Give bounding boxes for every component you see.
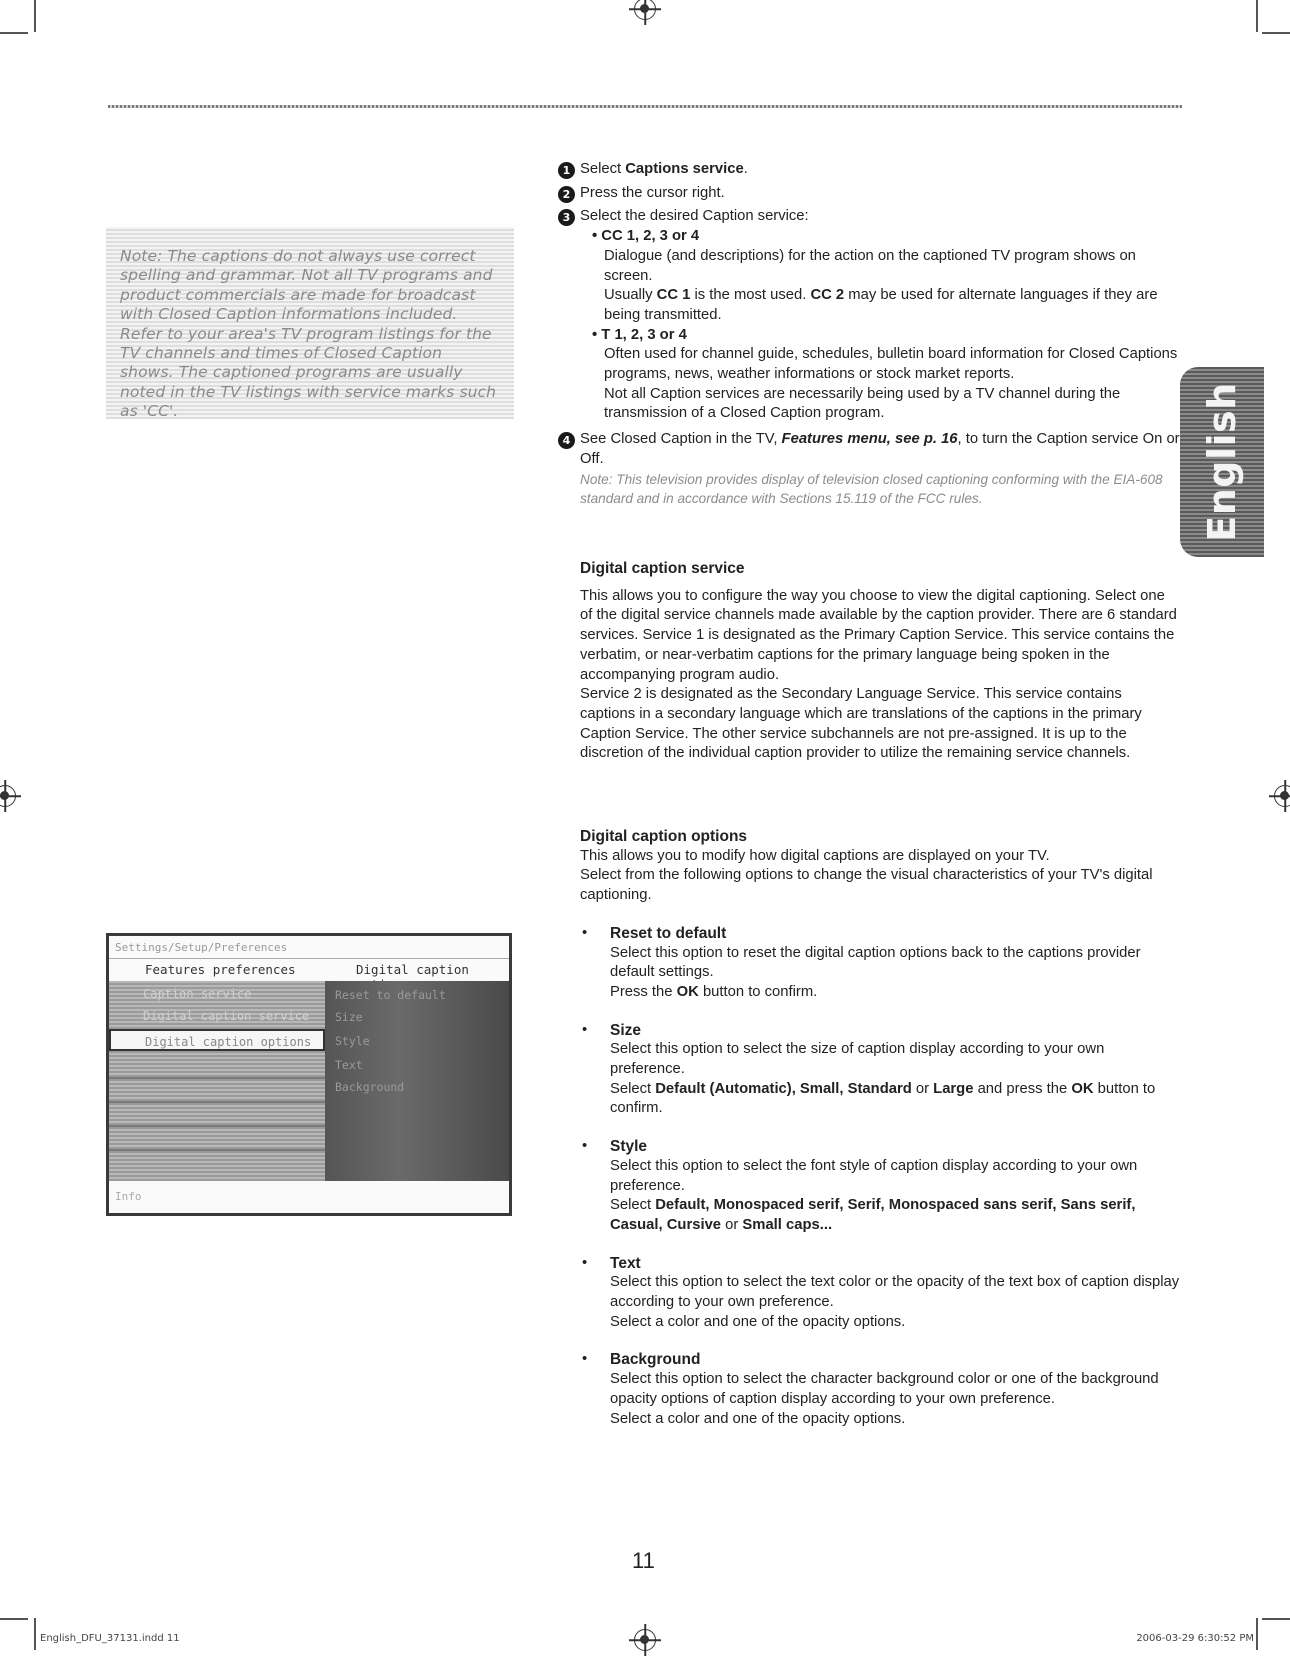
step-number-icon: 3 [558, 209, 575, 226]
language-tab [1180, 367, 1264, 557]
crop-mark [1262, 32, 1290, 34]
step-1-bold: Captions service [625, 161, 744, 177]
option-desc: Select this option to reset the digital caption options back to the captions provider default settings. [610, 944, 1141, 981]
step-1-end: . [743, 161, 748, 177]
menu-breadcrumb: Settings/Setup/Preferences [115, 941, 288, 954]
language-tab-label: English [1200, 382, 1244, 542]
option-desc: Select this option to select the text color or the opacity of the text box of caption display according to your own preference. [610, 1274, 1180, 1311]
digital-options-p2: Select from the following options to change the visual characteristics of your TV's digital captioning. [580, 867, 1153, 904]
option-title: Size [610, 1021, 642, 1039]
caption-note-box [106, 227, 514, 419]
step-3 [562, 207, 1180, 227]
digital-service-p2: Service 2 is designated as the Secondary Language Service. This service contains captions in a secondary language which are translations of the captions in the primary Caption Service. The other service subchannels are not pre-assigned. It is up to the discretion of the individual caption provider to utilize the remaining service channels. [580, 686, 1142, 762]
step-2 [562, 184, 1180, 204]
cc-block [580, 227, 1180, 424]
page-number: 11 [632, 1548, 655, 1573]
bullet-icon: • [582, 1254, 588, 1271]
registration-mark-icon [1274, 785, 1290, 807]
menu-divider [109, 958, 509, 959]
footer-filename: English_DFU_37131.indd 11 [40, 1633, 180, 1644]
menu-option-style[interactable]: Style [335, 1034, 370, 1048]
step-1 [562, 160, 1180, 180]
caption-steps [562, 160, 1180, 509]
digital-caption-service-section [580, 559, 1180, 764]
menu-option-size[interactable]: Size [335, 1010, 363, 1024]
menu-info: Info [115, 1190, 142, 1203]
option-confirm: Select Default, Monospaced serif, Serif, Monospaced sans serif, Sans serif, Casual, Cursive or Small caps... [610, 1197, 1136, 1233]
crop-mark [34, 1618, 36, 1650]
tv-menu-screenshot [106, 933, 512, 1216]
menu-option-background[interactable]: Background [335, 1080, 405, 1094]
cc-usage: Usually CC 1 is the most used. CC 2 may be used for alternate languages if they are being transmitted. [604, 287, 1158, 323]
footer-timestamp: 2006-03-29 6:30:52 PM [1136, 1633, 1254, 1644]
t-heading: • T 1, 2, 3 or 4 [592, 326, 687, 343]
menu-left-header: Features preferences [145, 962, 296, 977]
menu-option-text[interactable]: Text [335, 1058, 363, 1072]
digital-service-heading: Digital caption service [580, 560, 745, 577]
step-4-text: See Closed Caption in the TV, [580, 431, 782, 448]
caption-note-text: Note: The captions do not always use correct spelling and grammar. Not all TV programs and product commercials are made for broadcast with Closed Caption informations included. Refer to your area's TV program listings for the TV channels and times of Closed Caption shows. The captioned programs are usually noted in the TV listings with service marks such as 'CC'. [120, 247, 497, 421]
bullet-icon: • [582, 1138, 588, 1155]
menu-row-divider [109, 1149, 325, 1151]
crop-mark [34, 0, 36, 32]
cc-heading: • CC 1, 2, 3 or 4 [592, 228, 700, 245]
step-4: 4 See Closed Caption in the TV, Features menu, see p. 16, to turn the Caption service On or Off. Note: This television provides display of television closed captioning conforming with the EIA-608 standard and in accordance with Sections 15.119 of the FCC rules. [580, 430, 1180, 508]
crop-mark [1256, 1618, 1258, 1650]
option-confirm: Select Default (Automatic), Small, Standard or Large and press the OK button to confirm. [610, 1080, 1156, 1117]
menu-option-reset[interactable]: Reset to default [335, 988, 446, 1002]
option-desc: Select this option to select the size of caption display according to your own preference. [610, 1041, 1105, 1078]
t-note: Not all Caption services are necessarily being used by a TV channel during the transmission of a Closed Caption program. [604, 385, 1121, 422]
menu-item-digital-caption-service[interactable]: Digital caption service [143, 1009, 310, 1023]
digital-caption-options-section [580, 827, 1180, 1429]
bullet-icon: • [582, 1021, 588, 1038]
option-confirm: Press the OK button to confirm. [610, 983, 818, 1000]
menu-item-caption-service[interactable]: Caption service [143, 987, 252, 1001]
step-3-text: Select the desired Caption service: [580, 208, 809, 225]
crop-mark [1262, 1618, 1290, 1620]
registration-mark-icon [0, 785, 16, 807]
option-desc: Select this option to select the font style of caption display according to your own preference. [610, 1157, 1138, 1194]
step-2-text: Press the cursor right. [580, 184, 725, 201]
option-confirm: Select a color and one of the opacity options. [610, 1313, 906, 1330]
digital-service-p1: This allows you to configure the way you choose to view the digital captioning. Select one of the digital service channels made available by the caption provider. There are 6 standard services. Service 1 is designated as the Primary Caption Service. This service contains the verbatim, or near-verbatim captions for the primary language being spoken in the accompanying program audio. [580, 587, 1177, 683]
menu-row-divider [109, 1101, 325, 1103]
option-title: Background [610, 1351, 701, 1369]
t-desc: Often used for channel guide, schedules, bulletin board information for Closed Captions programs, news, weather informations or stock market reports. [604, 346, 1178, 383]
step-number-icon: 1 [558, 162, 575, 179]
features-menu-link: Features menu, see p. 16 [781, 431, 958, 448]
menu-row-divider [109, 1125, 325, 1127]
option-text [580, 1254, 1180, 1333]
crop-mark [0, 1618, 28, 1620]
crop-mark [1256, 0, 1258, 32]
digital-options-heading: Digital caption options [580, 828, 748, 845]
option-desc: Select this option to select the character background color or one of the background opacity options of caption display according to your own preference. [610, 1371, 1159, 1407]
option-title: Text [610, 1254, 641, 1272]
cc-desc: Dialogue (and descriptions) for the action on the captioned TV program shows on screen. [604, 247, 1136, 284]
step-number-icon: 2 [558, 186, 575, 203]
digital-options-p1: This allows you to modify how digital captions are displayed on your TV. [580, 847, 1050, 864]
option-title: Style [610, 1138, 648, 1156]
fcc-note: Note: This television provides display of television closed captioning conforming with the EIA-608 standard and in accordance with Sections 15.119 of the FCC rules. [580, 471, 1163, 507]
registration-mark-icon [634, 0, 656, 20]
crop-mark [0, 32, 28, 34]
header-rule [108, 105, 1182, 108]
option-style [580, 1137, 1180, 1236]
option-confirm: Select a color and one of the opacity options. [610, 1410, 906, 1427]
bullet-icon: • [582, 924, 588, 941]
option-background [580, 1350, 1180, 1429]
step-1-text: Select [580, 161, 626, 177]
option-reset [580, 924, 1180, 1003]
menu-row-divider [109, 1077, 325, 1079]
registration-mark-icon [634, 1629, 656, 1651]
option-size [580, 1021, 1180, 1120]
menu-item-digital-caption-options[interactable]: Digital caption options [109, 1029, 325, 1051]
bullet-icon: • [582, 1351, 588, 1368]
menu-right-header: Digital caption [356, 962, 469, 977]
option-title: Reset to default [610, 924, 727, 942]
step-number-icon: 4 [558, 432, 575, 449]
